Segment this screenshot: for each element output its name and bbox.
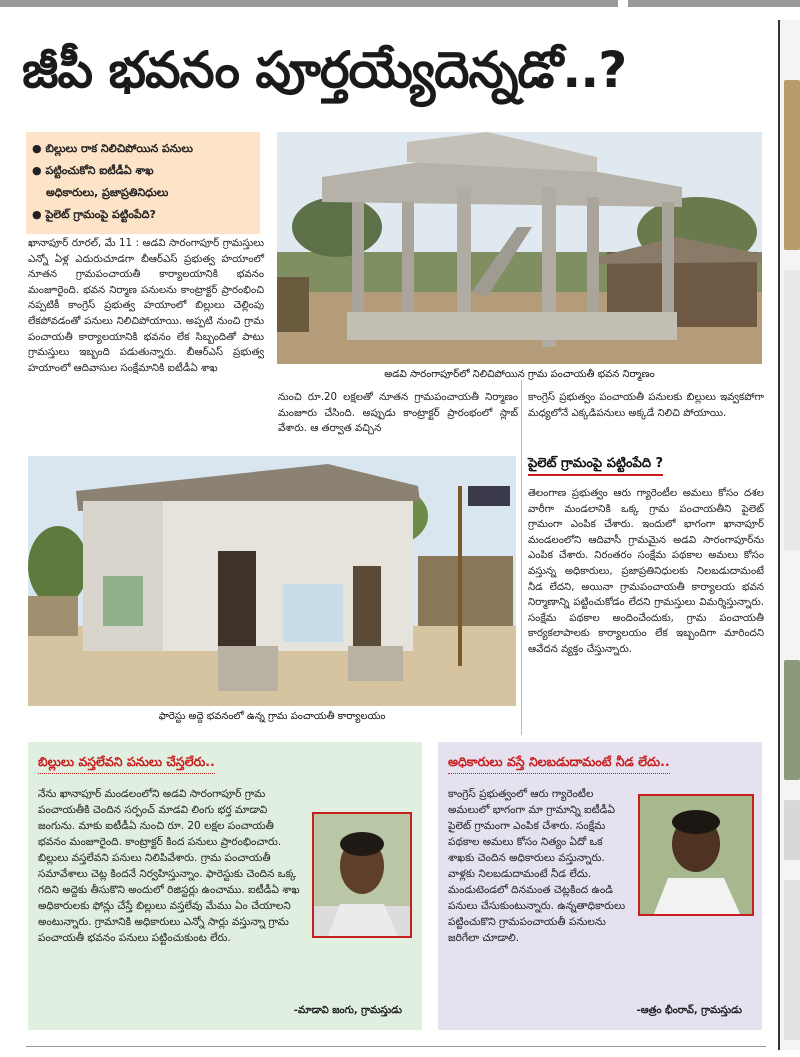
portrait-jangu: [312, 812, 412, 938]
bottom-rule: [26, 1046, 766, 1047]
highlight-item: ● పట్టించుకోని ఐటీడీఏ శాఖ: [32, 164, 154, 177]
mid-photo-caption: ఫారెస్టు అద్దె భవనంలో ఉన్న గ్రామ పంచాయతీ కార్యాలయం: [158, 711, 386, 722]
quote-right-signature: -ఆత్రం భీంరావ్, గ్రామస్తుడు: [636, 1005, 742, 1016]
top-rule: [0, 0, 800, 7]
forest-rented-building-photo: [28, 456, 516, 706]
article-column-2: నుంచి రూ.20 లక్షలతో నూతన గ్రామపంచాయతీ నిర్మాణం మంజూరు చేసింది. అప్పుడు కాంట్రాక్టర్ ప్రారంభంలో స్లాబ్ వేశారు. ఆ తర్వాత వచ్చిన: [278, 392, 518, 435]
quote-left-signature: -మాడావి జంగు, గ్రామస్తుడు: [293, 1005, 402, 1016]
unfinished-building-photo: [277, 132, 762, 364]
quote-box-right: [438, 742, 762, 1030]
adjacent-page-strip: [778, 20, 800, 1050]
portrait-bheemrao: [638, 794, 754, 916]
column-divider: [521, 380, 522, 735]
article-column-4: తెలంగాణ ప్రభుత్వం ఆరు గ్యారెంటీల అమలు కోసం దశల వారీగా మండలానికి ఒక్క గ్రామ పంచాయతీని పైలెట్ గ్రామంగా ఎంపిక చేశారు. ఇందులో భాగంగా ఖానాపూర్ మండలంలోని ఆదివాసీ గ్రామమైన అడవి సారంగాపూర్‌ను ఎంపిక చేశారు. నిరంతరం సంక్షేమ పథకాల అమలు కోసం వస్తున్న అధికారులు, ప్రజాప్రతినిధులకు నిలబడుదామంటే నీడ లేదని, అయినా గ్రామపంచాయతీ కార్యాలయ భవన నిర్మాణాన్ని పట్టించుకోడం లేదని గ్రామస్తులు విమర్శిస్తున్నారు. సంక్షేమ పథకాల అందించేందుకు, గ్రామ పంచాయతీ కార్యకలాపాలకు కార్యాలయం లేక ఇబ్బందిగా మారిందని ఆవేదన వ్యక్తం చేస్తున్నారు.: [528, 488, 764, 655]
quote-left-heading: బిల్లులు వస్తలేవని పనులు చేస్తలేరు..: [38, 754, 215, 774]
highlight-item: ● పైలెట్ గ్రామంపై పట్టింపేది?: [32, 208, 156, 221]
quote-box-left: [28, 742, 422, 1030]
top-photo-caption: అడవి సారంగాపూర్‌లో నిలిచిపోయిన గ్రామ పంచాయతీ భవన నిర్మాణం: [384, 369, 655, 380]
quote-right-text: కాంగ్రెస్ ప్రభుత్వంలో ఆరు గ్యారెంటీల అమలులో భాగంగా మా గ్రామాన్ని ఐటీడీఏ పైలెట్ గ్రామంగా ఎంపిక చేశారు. సంక్షేమ పథకాల అమలు కోసం నిత్యం ఏదో ఒక శాఖకు చెందిన అధికారులు వస్తున్నారు. వాళ్లకు నిలబడుదామంటే నీడ లేదు. మండుటెండలో దినమంత చెట్లకింద ఉండి పనులు చేసుకుంటున్నారు. ఉన్నతాధికారులు పట్టించుకొని గ్రామపంచాయతీ పనులను జరిగేలా చూడాలి.: [448, 786, 754, 996]
article-column-1: ఖానాపూర్ రూరల్, మే 11 : అడవి సారంగాపూర్ గ్రామస్తులు ఎన్నో ఏళ్ల ఎదురుచూడగా బీఆర్ఎస్ ప్రభుత్వ హయాంలో నూతన గ్రామపంచాయతీ కార్యాలయానికి భవనం మంజూరైంది. భవన నిర్మాణ పనులను కాంట్రాక్టర్ ప్రారంభించి నప్పటికీ కాంగ్రెస్ ప్రభుత్వ హయాంలో బిల్లులు చెల్లింపు లేకపోవడంతో పనులు నిలిచిపోయాయి. అప్పటి నుంచి గ్రామ పంచాయతీ కార్యాలయానికి భవనం లేక సిబ్బందితో పాటు గ్రామస్తులు ఇబ్బంది పడుతున్నారు. బీఆర్ఎస్ ప్రభుత్వ హయాంలో ఆదివాసుల సంక్షేమానికి ఐటీడీఏ శాఖ: [28, 238, 264, 374]
quote-left-text: నేను ఖానాపూర్ మండలంలోని అడవి సారంగాపూర్ గ్రామ పంచాయతీకి చెందిన సర్పంచ్ మాడవి లింగు భర్త మాడావి జంగును. మాకు ఐటీడీఏ నుంచి రూ. 20 లక్షల పంచాయతీ భవనం మంజూరైంది. కాంట్రాక్టర్ కింద పనులు ప్రారంభించారు. బిల్లులు వస్తలేవని పనులు నిలిపివేశారు. గ్రామ పంచాయతీ సమావేశాలు చెట్ల కిందనే నిర్వహిస్తున్నాం. ఫారెస్టుకు చెందిన ఒక్క గదిని అద్దెకు తీసుకొని అందులో రిజిస్టర్లు ఉంచాము. ఐటీడీఏ శాఖ అధికారులకు ఫోన్లు చేస్తే బిల్లులు వస్తలేవు మేము ఏం చేయాలని అంటున్నారు. గ్రామానికి అధికారులు ఎన్నో సార్లు వస్తున్నా గ్రామ పంచాయతీ భవనం పనులు పట్టించుకుంట లేరు.: [38, 786, 412, 996]
highlight-item: ● బిల్లులు రాక నిలిచిపోయిన పనులు: [32, 142, 193, 155]
section-subhead: పైలెట్ గ్రామంపై పట్టింపేది ?: [528, 456, 663, 476]
highlights-box: [26, 132, 260, 234]
quote-right-heading: అధికారులు వస్తే నిలబడుదామంటే నీడ లేదు..: [448, 754, 670, 774]
headline: జీపీ భవనం పూర్తయ్యేదెన్నడో..?: [22, 41, 627, 99]
article-column-3: కాంగ్రెస్ ప్రభుత్వం పంచాయతీ పనులకు బిల్లులు ఇవ్వకపోగా మధ్యలోనే ఎక్కడిపనులు అక్కడే నిలిచి పోయాయి.: [528, 392, 764, 419]
highlight-item: అధికారులు, ప్రజాప్రతినిధులు: [46, 186, 169, 199]
